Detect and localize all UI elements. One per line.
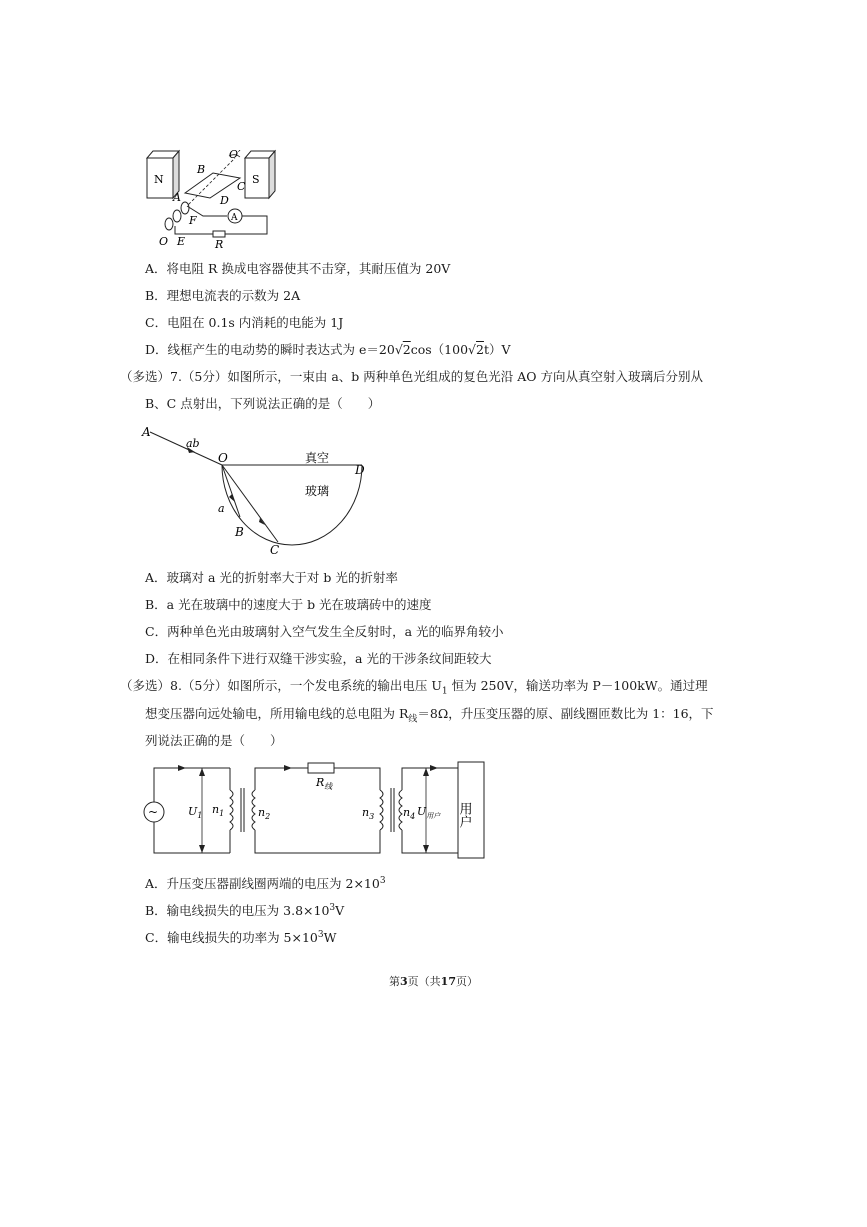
q7-option-c: C．两种单色光由玻璃射入空气发生全反射时，a 光的临界角较小 [145,624,504,639]
e-label: E [177,235,186,248]
q8-stem-line3: 列说法正确的是（ ） [145,733,283,748]
q8-stem-line1: （多选）8.（5分）如图所示，一个发电系统的输出电压 $U_1$ 恒为 250V，输送功率为 P－100kW。通过理 [120,678,708,697]
point-c-label: C [270,543,280,557]
q6-option-b: B．理想电流表的示数为 2A [145,288,301,303]
n3-label: $n_3$ [362,806,375,821]
page-footer: 第3页（共17页） [389,975,478,988]
point-d-label: D [355,463,365,477]
user-box-label: 用户 [456,802,472,828]
q8-option-a: A．升压变压器副线圈两端的电压为 $2\times 10^3$ [145,876,386,892]
generator-figure [145,148,280,250]
q7-option-a: A．玻璃对 a 光的折射率大于对 b 光的折射率 [145,570,398,585]
q7-option-b: B．a 光在玻璃中的速度大于 b 光在玻璃砖中的速度 [145,597,432,612]
ab-label: ab [186,437,200,450]
r-label: R [215,238,224,250]
refraction-figure [140,422,375,557]
q6-option-a: A．将电阻 R 换成电容器使其不击穿，其耐压值为 20V [145,261,451,276]
point-o-label: O [218,451,228,465]
d-label: D [220,194,229,207]
transmission-figure [140,760,490,860]
vacuum-label: 真空 [305,451,330,465]
f-label: F [189,214,197,227]
q7-stem-line1: （多选）7.（5分）如图所示，一束由 a、b 两种单色光组成的复色光沿 AO 方向从真空射入玻璃后分别从 [120,369,704,384]
o-prime-label: O′ [229,148,241,161]
n4-label: $n_4$ [403,806,416,821]
o-label: O [159,235,169,248]
svg-text:~: ~ [148,805,159,819]
glass-label: 玻璃 [305,484,330,498]
a-label: A [173,191,181,204]
n1-label: $n_1$ [212,803,225,818]
q8-option-b: B．输电线损失的电压为 $3.8\times 10^3V$ [145,903,345,919]
s-pole-label: S [252,173,260,186]
q7-stem-line2: B、C 点射出，下列说法正确的是（ ） [145,396,381,411]
c-label: C [237,180,246,193]
n-pole-label: N [154,173,164,186]
ammeter-label: A [231,213,238,223]
q8-option-c: C．输电线损失的功率为 $5\times 10^3W$ [145,930,337,946]
point-b-label: B [235,525,244,539]
q6-option-d: D．线框产生的电动势的瞬时表达式为 e＝20√2cos（100√2t）V [145,342,511,357]
u1-label: $U_1$ [188,805,203,820]
u-user-label: $U_{用户}$ [417,805,441,820]
ray-a-label: a [218,502,225,515]
n2-label: $n_2$ [258,806,271,821]
q6-option-c: C．电阻在 0.1s 内消耗的电能为 1J [145,315,344,330]
q7-option-d: D．在相同条件下进行双缝干涉实验，a 光的干涉条纹间距较大 [145,651,492,666]
b-label: B [197,163,206,176]
q8-stem-line2: 想变压器向远处输电，所用输电线的总电阻为 $R_线=8\Omega$，升压变压器的原、副线圈匝数比为 1：16，下 [145,706,714,725]
r-line-label: $R_线$ [316,776,333,791]
point-a-label: A [142,425,151,439]
